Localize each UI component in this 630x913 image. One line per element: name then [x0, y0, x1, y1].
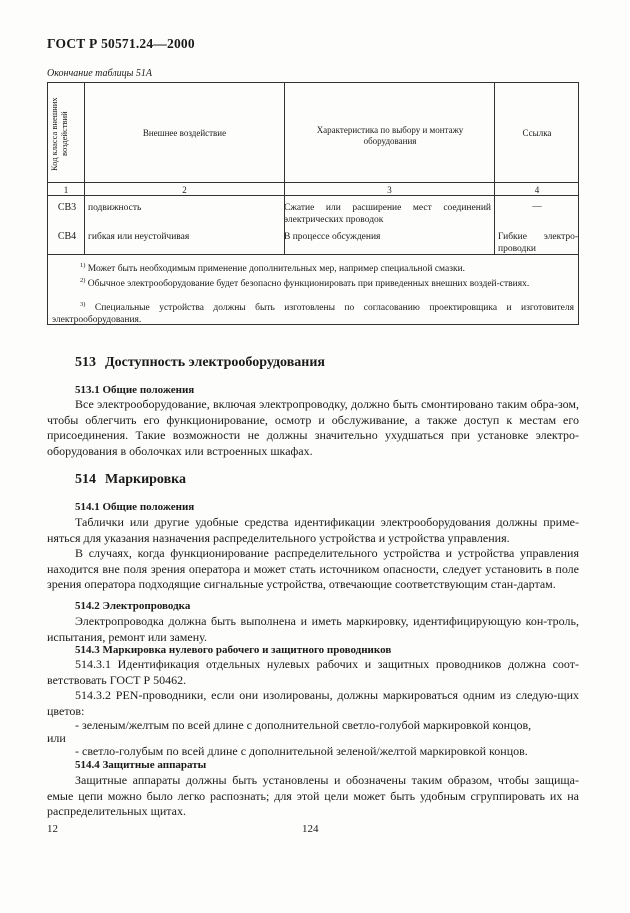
row-influence: подвижность: [88, 203, 142, 213]
table-51a: [47, 82, 579, 325]
column-header-influence: Внешнее воздействие: [142, 128, 227, 138]
list-connector-or: или: [47, 731, 66, 745]
row-reference: —: [532, 202, 542, 212]
subsection-514-3-heading: 514.3 Маркировка нулевого рабочего и защитного проводников: [75, 644, 392, 656]
paragraph-514-1-a: Таблички или другие удобные средства идентификации электрооборудования должны приме-няться для указания назначения распределительного устройства и устройства управления.: [47, 515, 579, 545]
table-caption: Окончание таблицы 51А: [47, 68, 153, 79]
row-characteristic: Сжатие или расширение мест соединений электрических проводок: [284, 203, 491, 225]
row-characteristic: В процессе обсуждения: [284, 232, 381, 242]
column-number: 3: [387, 185, 392, 195]
column-header-characteristic: Характеристика по выбору и монтажу оборудования: [316, 125, 464, 146]
list-item-dash-1: - зеленым/желтым по всей длине с дополнительной светло-голубой маркировкой концов,: [75, 718, 532, 732]
list-item-dash-2: - светло-голубым по всей длине с дополнительной зеленой/желтой маркировкой концов.: [75, 744, 528, 758]
row-divider: [48, 182, 578, 183]
footnote-2: $^{2)}$ Обычное электрооборудование будет безопасно функционировать при приведенных внешних воздей-ствиях.: [80, 277, 530, 290]
paragraph-514-3-2: 514.3.2 PEN-проводники, если они изолированы, должны маркироваться одним из следую-щих цветов:: [47, 688, 579, 718]
column-header-reference: Ссылка: [522, 128, 552, 138]
col-divider: [494, 83, 495, 254]
subsection-513-1-heading: 513.1 Общие положения: [75, 384, 195, 396]
paragraph-514-4: Защитные аппараты должны быть установлены и обозначены таким образом, чтобы защища-емые цепи можно было легко распознать; для этой цели может быть удобным сгруппировать их на распределительных щитах.: [47, 773, 579, 819]
col-divider: [84, 83, 85, 195]
paragraph-514-1-b: В случаях, когда функционирование распределительного устройства и устройства управления находится вне поля зрения оператора и может стать источником опасности, следует установить в поле зрения оператора подходящие сигнальные устройства, отвечающие соответствующим стан-дартам.: [47, 546, 579, 592]
document-header: ГОСТ Р 50571.24—2000: [47, 36, 195, 51]
subsection-514-4-heading: 514.4 Защитные аппараты: [75, 759, 207, 771]
paragraph-514-3-1: 514.3.1 Идентификация отдельных нулевых рабочих и защитных проводников должна соот-ветствовать ГОСТ Р 50462.: [47, 657, 579, 687]
footer-page-left: 12: [47, 823, 58, 835]
column-number: 4: [534, 185, 540, 195]
subsection-514-1-heading: 514.1 Общие положения: [75, 501, 195, 513]
column-number: 2: [182, 185, 187, 195]
row-divider: [48, 195, 578, 196]
footnote-1: $^{1)}$ Может быть необходимым применение дополнительных мер, например специальной смазки.: [80, 262, 466, 275]
section-514-heading: 514 Маркировка: [75, 472, 186, 487]
col-divider: [284, 83, 285, 254]
footnote-3: $^{3)}$ Специальные устройства должны быть изготовлены по согласованию проектировщика и изготовителя электрооборудования.: [52, 301, 575, 326]
row-influence: гибкая или неустойчивая: [88, 232, 190, 242]
subsection-514-2-heading: 514.2 Электропроводка: [75, 600, 191, 612]
paragraph-513-1: Все электрооборудование, включая электропроводку, должно быть смонтировано таким обра-зом, чтобы облегчить его функционирование, осмотр и обслуживание, а также доступ к местам его присоединения. Такие возможности не должны значительно ухудшаться при установке электро-оборудования в оболочках или встроенных шкафах.: [47, 397, 579, 458]
section-513-heading: 513 Доступность электрооборудования: [75, 355, 325, 370]
paragraph-514-2: Электропроводка должна быть выполнена и иметь маркировку, идентифицирующую кон-троль, испытания, ремонт или замену.: [47, 614, 579, 644]
row-code: СВ4: [57, 231, 77, 242]
row-reference: Гибкие электро-проводки: [498, 232, 578, 254]
footer-page-center: 124: [302, 823, 319, 835]
column-number: 1: [63, 185, 69, 195]
col-divider: [84, 195, 85, 254]
row-code: СВ3: [57, 202, 77, 213]
column-header-code: Код класса внешних воздействий: [49, 97, 69, 171]
